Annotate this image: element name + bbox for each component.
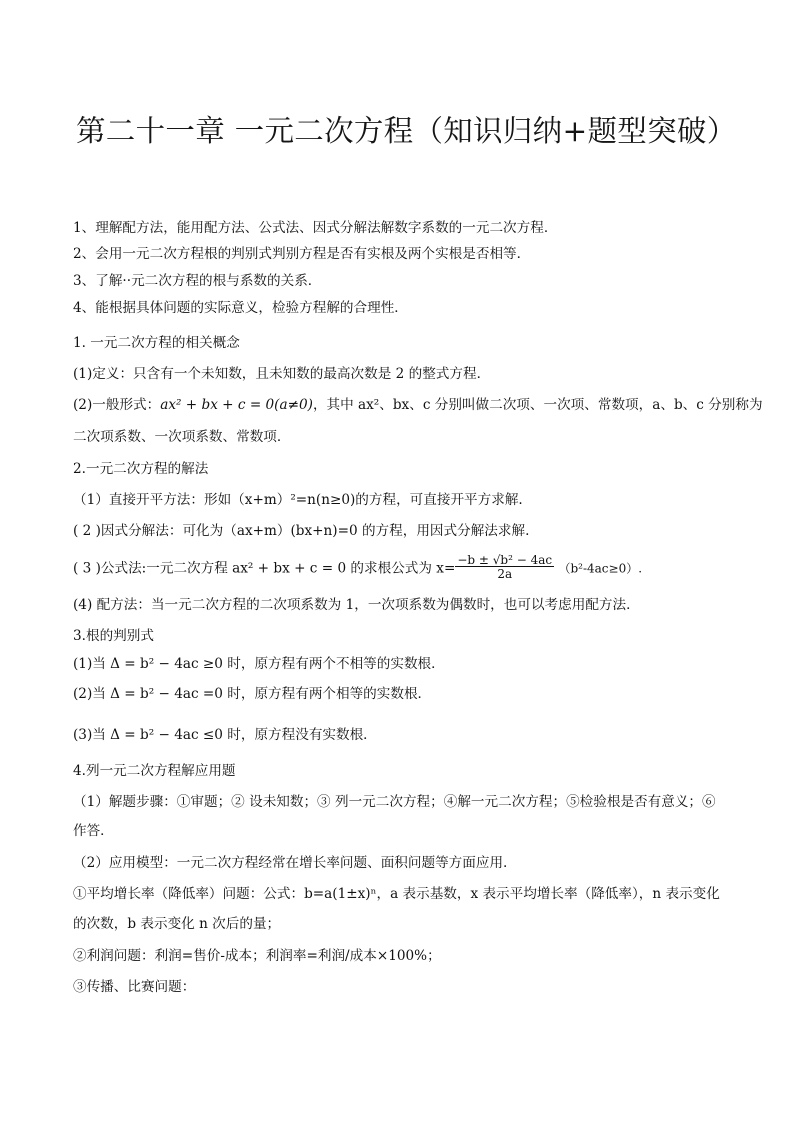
- section-2-heading: 2.一元二次方程的解法: [73, 461, 209, 477]
- method-completing-square: (4) 配方法：当一元二次方程的二次项系数为 1，一次项系数为偶数时，也可以考虑用配方法．: [73, 597, 640, 613]
- objective-2: 2、会用一元二次方程根的判别式判别方程是否有实根及两个实根是否相等．: [73, 246, 531, 262]
- general-form-equation: ax² + bx + c = 0(a≠0): [160, 397, 313, 413]
- method-formula: [73, 553, 643, 582]
- general-form-desc: ，其中 ax²、bx、c 分别叫做二次项、一次项、常数项，a、b、c 分别称为: [312, 397, 763, 413]
- general-form-continuation: 二次项系数、一次项系数、常数项．: [73, 429, 291, 445]
- steps-continuation: 作答．: [73, 823, 114, 839]
- definition-line: (1)定义：只含有一个未知数，且未知数的最高次数是 2 的整式方程．: [73, 366, 491, 382]
- profit-line: ②利润问题：利润=售价-成本；利润率=利润/成本×100%；: [73, 948, 441, 964]
- formula-numerator: −b ± √b² − 4ac: [457, 553, 553, 567]
- method-factoring: ( 2 )因式分解法：可化为（ax+m）(bx+n)=0 的方程，用因式分解法求解.: [73, 523, 530, 539]
- steps-line: （1）解题步骤：①审题；② 设未知数；③ 列一元二次方程；④解一元二次方程；⑤检验根是否有意义；⑥: [73, 794, 716, 810]
- section-4-heading: 4.列一元二次方程解应用题: [73, 763, 236, 779]
- quadratic-formula-fraction: [455, 554, 554, 580]
- method-direct-root: （1）直接开平方法：形如（x+m）²=n(n≥0)的方程，可直接开平方求解.: [73, 492, 523, 508]
- objective-4: 4、能根据具体问题的实际意义，检验方程解的合理性．: [73, 300, 408, 316]
- formula-denominator: 2a: [497, 567, 513, 581]
- objective-1: 1、理解配方法，能用配方法、公式法、因式分解法解数字系数的一元二次方程．: [73, 220, 558, 236]
- discriminant-case-3: (3)当 Δ = b² − 4ac ≤0 时，原方程没有实数根．: [73, 727, 377, 743]
- section-1-heading: 1. 一元二次方程的相关概念: [73, 335, 240, 351]
- section-3-heading: 3.根的判别式: [73, 628, 154, 644]
- discriminant-case-1: (1)当 Δ = b² − 4ac ≥0 时，原方程有两个不相等的实数根．: [73, 656, 445, 672]
- formula-text: ( 3 )公式法:一元二次方程 ax² + bx + c = 0 的求根公式为 x=: [73, 560, 456, 577]
- general-form-line: [73, 399, 763, 413]
- page-title: 第二十一章 一元二次方程（知识归纳+题型突破）: [76, 114, 737, 148]
- formula-condition: （b²-4ac≥0）.: [558, 561, 643, 576]
- growth-rate-line: ①平均增长率（降低率）问题：公式：b=a(1±x)ⁿ，a 表示基数，x 表示平均增长率（降低率），n 表示变化: [73, 886, 720, 902]
- spread-competition-line: ③传播、比赛问题：: [73, 979, 196, 995]
- application-model: （2）应用模型：一元二次方程经常在增长率问题、面积问题等方面应用.: [73, 855, 508, 871]
- discriminant-case-2: (2)当 Δ = b² − 4ac =0 时，原方程有两个相等的实数根．: [73, 686, 432, 702]
- general-form-label: (2)一般形式：: [73, 397, 161, 413]
- objective-3: 3、了解··元二次方程的根与系数的关系．: [73, 273, 322, 289]
- growth-rate-continuation: 的次数，b 表示变化 n 次后的量；: [73, 916, 281, 932]
